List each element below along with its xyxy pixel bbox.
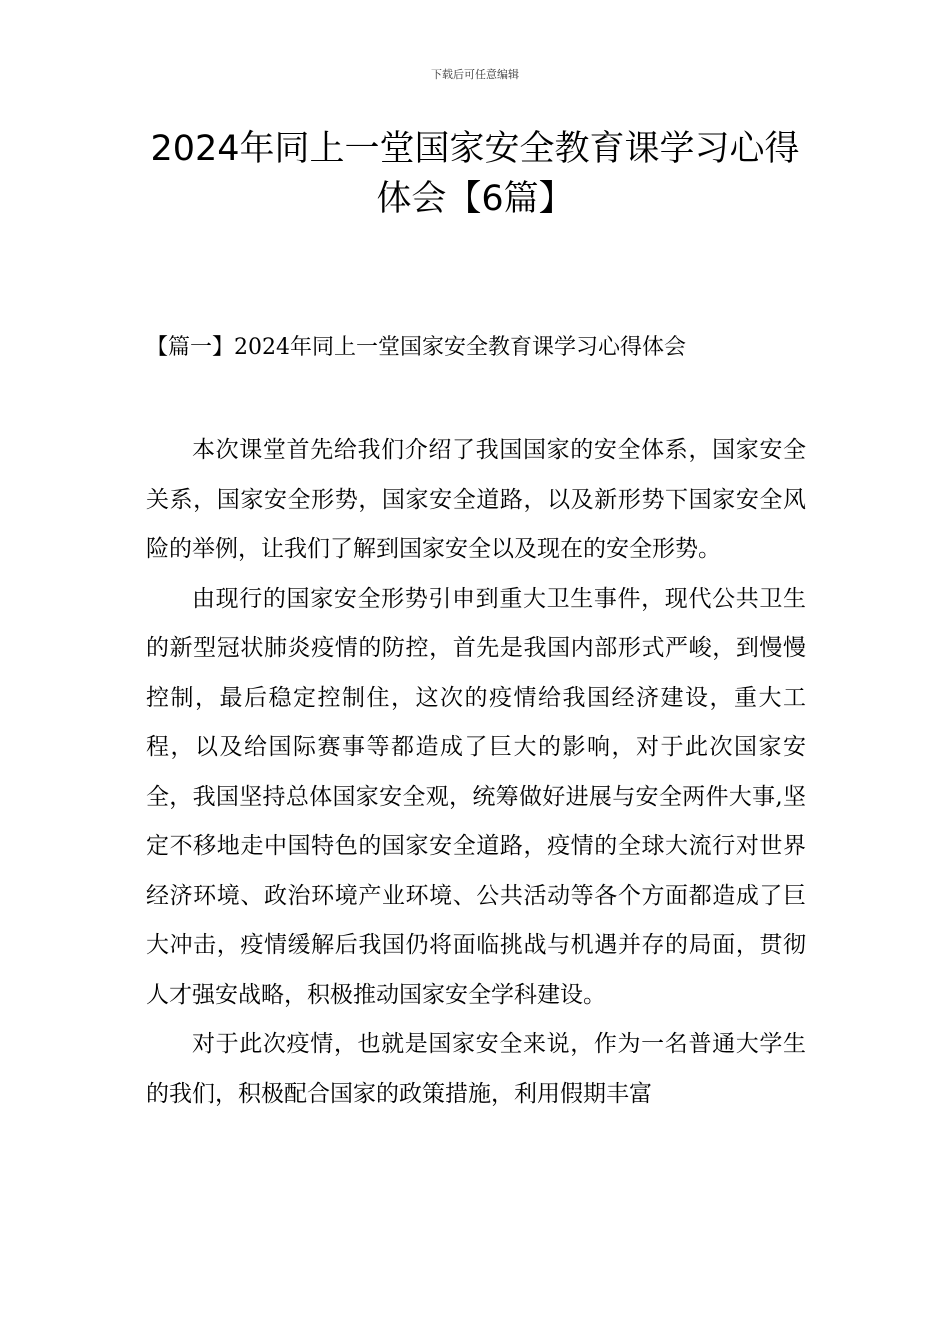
paragraph-1: 本次课堂首先给我们介绍了我国国家的安全体系，国家安全关系，国家安全形势，国家安全道路，以及新形势下国家安全风险的举例，让我们了解到国家安全以及现在的安全形势。 <box>146 437 806 562</box>
section-heading: 【篇一】2024年同上一堂国家安全教育课学习心得体会 <box>146 335 686 360</box>
document-title-line-1: 2024年同上一堂国家安全教育课学习心得 <box>150 129 800 169</box>
body-text <box>146 426 806 1119</box>
paragraph-2: 由现行的国家安全形势引申到重大卫生事件，现代公共卫生的新型冠状肺炎疫情的防控，首先是我国内部形式严峻，到慢慢控制，最后稳定控制住，这次的疫情给我国经济建设，重大工程，以及给国际赛事等都造成了巨大的影响，对于此次国家安全，我国坚持总体国家安全观，统筹做好进展与安全两件大事,坚定不移地走中国特色的国家安全道路，疫情的全球大流行对世界经济环境、政治环境产业环境、公共活动等各个方面都造成了巨大冲击，疫情缓解后我国仍将面临挑战与机遇并存的局面，贯彻人才强安战略，积极推动国家安全学科建设。 <box>146 585 806 1008</box>
header-note: 下载后可任意编辑 <box>431 68 519 81</box>
document-title <box>120 124 830 224</box>
document-title-line-2: 体会【6篇】 <box>376 179 574 219</box>
paragraph-3: 对于此次疫情，也就是国家安全来说，作为一名普通大学生的我们，积极配合国家的政策措施，利用假期丰富 <box>146 1031 806 1107</box>
